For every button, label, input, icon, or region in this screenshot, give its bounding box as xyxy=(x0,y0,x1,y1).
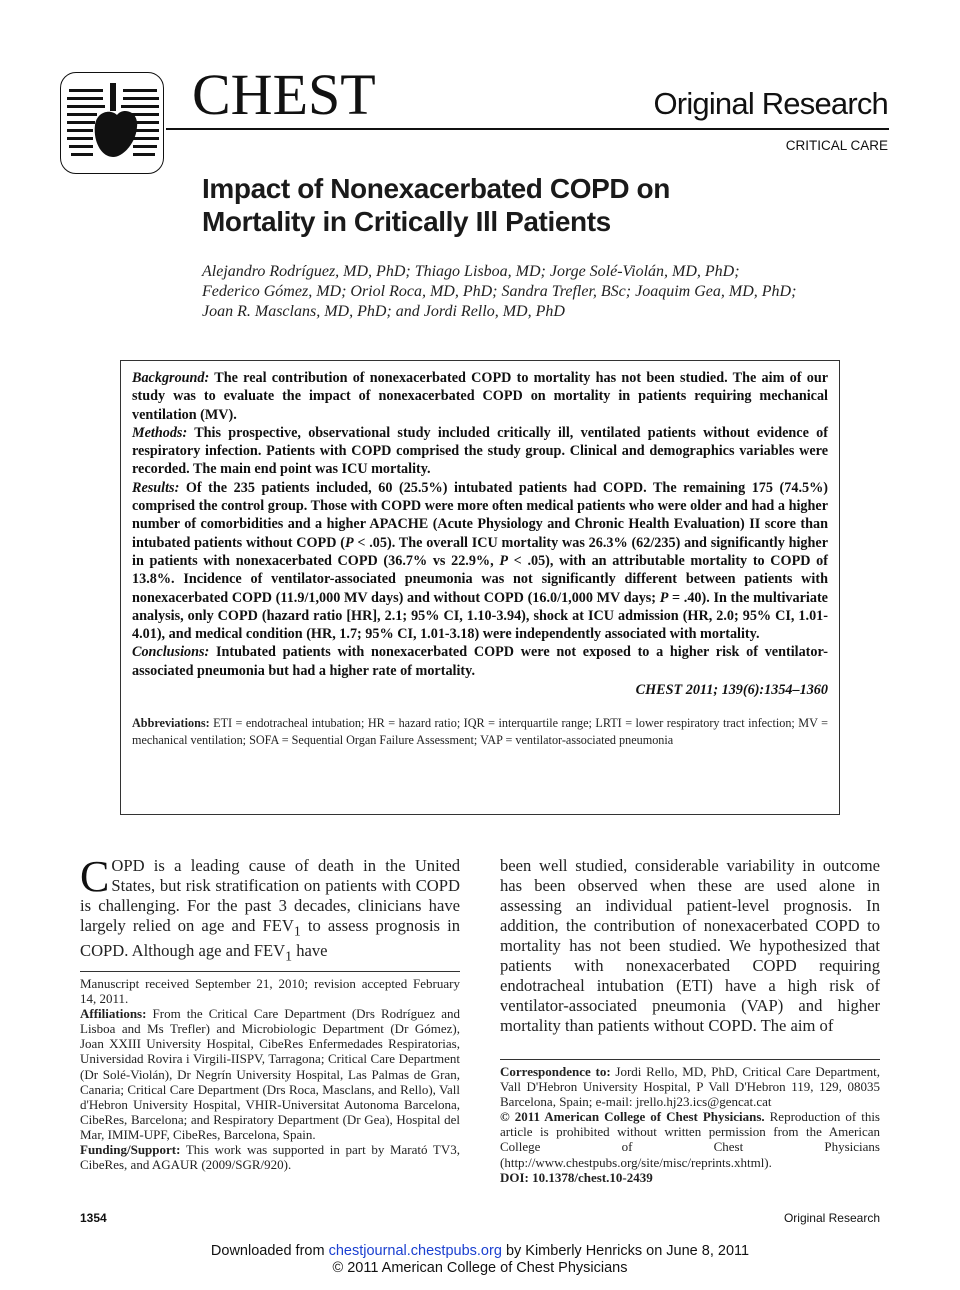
footnote-rule xyxy=(500,1059,880,1060)
download-link[interactable]: chestjournal.chestpubs.org xyxy=(328,1243,502,1259)
section-label: Background: xyxy=(132,370,210,386)
title-line: Mortality in Critically Ill Patients xyxy=(202,206,611,237)
abstract-text: = .40). In the multivariate analysis, only COPD (hazard ratio [HR], 2.1; 95% CI, 1.10-3.94), shock at ICU admission (HR, 2.0; 95% CI, 1.01-4.01), and medical condition (HR, 1.7; 95% CI, 1.01-3.18) were independently associated with mortality. xyxy=(132,589,828,643)
section-label: Methods: xyxy=(132,424,188,441)
footnote-rule xyxy=(80,971,460,972)
section-label: Results: xyxy=(132,479,180,496)
drop-cap: C xyxy=(80,852,110,901)
body-text: to assess prognosis in COPD. Although age and FEV xyxy=(80,916,460,961)
abstract-background xyxy=(132,369,828,424)
section-type: Original Research xyxy=(653,86,888,121)
funding-label: Funding/Support: xyxy=(80,1142,181,1158)
footnotes-right xyxy=(500,1064,880,1185)
download-notice xyxy=(0,1243,960,1277)
p-symbol: P xyxy=(499,552,509,569)
affiliations-label: Affiliations: xyxy=(80,1006,147,1022)
subscript: 1 xyxy=(285,948,293,964)
author-line: Joan R. Masclans, MD, PhD; and Jordi Rello, MD, PhD xyxy=(202,303,565,320)
copyright-text: Reproduction of this article is prohibited without written permission from the American College of Chest Physicians (http://www.chestpubs.org/site/misc/reprints.xhtml). xyxy=(500,1109,880,1170)
abbreviations-text: ETI = endotracheal intubation; HR = hazard ratio; IQR = interquartile range; LRTI = lower respiratory tract infection; MV = mechanical ventilation; SOFA = Sequential Organ Failure Assessment; VAP = ventilator-associated pneumonia xyxy=(132,716,829,747)
correspondence-label: Correspondence to: xyxy=(500,1064,611,1079)
correspondence xyxy=(500,1064,880,1109)
footnotes-left xyxy=(80,976,460,1172)
author-line: Federico Gómez, MD; Oriol Roca, MD, PhD; Sandra Trefler, BSc; Joaquim Gea, MD, PhD; xyxy=(202,283,797,300)
funding xyxy=(80,1142,460,1172)
author-list xyxy=(202,262,902,322)
body-column-left xyxy=(80,852,460,967)
running-footer: Original Research xyxy=(783,1211,880,1225)
download-line xyxy=(0,1243,960,1260)
subscript: 1 xyxy=(293,923,301,939)
abbreviations xyxy=(132,715,828,748)
p-symbol: P xyxy=(659,589,669,606)
footer-copyright: © 2011 American College of Chest Physicians xyxy=(332,1260,628,1276)
funding-text: This work was supported in part by Marató TV3, CibeRes, and AGAUR (2009/SGR/920). xyxy=(80,1142,460,1173)
p-symbol: P xyxy=(344,534,354,551)
title-line: Impact of Nonexacerbated COPD on xyxy=(202,173,670,204)
abstract-conclusions xyxy=(132,643,828,680)
correspondence-text: Jordi Rello, MD, PhD, Critical Care Department, Vall D'Hebron University Hospital, P Vall D'Hebron 119, 129, 08035 Barcelona, Spain; e-mail: jrello.hj23.ics@gencat.cat xyxy=(500,1064,880,1110)
affiliations xyxy=(80,1006,460,1142)
copyright-notice xyxy=(500,1109,880,1169)
manuscript-dates: Manuscript received September 21, 2010; revision accepted February 14, 2011. xyxy=(80,976,460,1007)
abstract-text: This prospective, observational study included critically ill, ventilated patients without evidence of respiratory infection. Patients with COPD comprised the study group. Clinical and demographics variables were recorded. The main end point was ICU mortality. xyxy=(132,424,828,478)
doi-label: DOI: xyxy=(500,1169,529,1185)
abstract-text: Intubated patients with nonexacerbated COPD were not exposed to a higher risk of ventilator-associated pneumonia but had a higher rate of mortality. xyxy=(132,644,828,679)
journal-citation: CHEST 2011; 139(6):1354–1360 xyxy=(635,682,828,699)
abstract-results xyxy=(132,479,828,644)
journal-name: CHEST xyxy=(192,62,376,127)
doi xyxy=(500,1170,880,1185)
abstract-box xyxy=(120,360,840,815)
header-rule xyxy=(166,128,889,130)
subsection-label: CRITICAL CARE xyxy=(785,138,888,153)
abstract-text: Of the 235 patients included, 60 (25.5%) intubated patients had COPD. The remaining 175 (74.5%) comprised the control group. Those with COPD were more often medical patients who were older and had a higher number of comorbidities and a higher APACHE (Acute Physiology and Chronic Health Evaluation) II score than intubated patients without COPD ( xyxy=(132,479,829,551)
affiliations-text: From the Critical Care Department (Drs Rodríguez and Lisboa and Ms Trefler) and Microbiologic Department (Dr Gómez), Joan XXIII University Hospital, CibeRes Enfermedades Respiratorias, Universidad Rovira i Virgili-IISPV, Tarragona; Critical Care Department (Dr Solé-Violán), Dr Negrín University Hospital, Las Palmas de Gran, Canaria; Critical Care Department (Drs Roca, Masclans, and Rello), Vall d'Hebron University Hospital, VHIR-Universitat Autonoma Barcelona, CibeRes, Barcelona; and Respiratory Department (Dr Gea), Hospital del Mar, IMIM-UPF, CibeRes, Barcelona, Spain. xyxy=(80,1006,460,1142)
body-column-right: been well studied, considerable variability in outcome has been observed when these are used alone in assessing an individual patient-level prognosis. In addition, the contribution of nonexacerbated COPD to mortality has not been studied. We hypothesized that patients with nonexacerbated COPD requiring endotracheal intubation (ETI) have a high risk of ventilator-associated pneumonia (VAP) and higher mortality than patients without COPD. The aim of xyxy=(500,856,880,1035)
article-title xyxy=(202,172,842,238)
abstract-text: < .05), with an attributable mortality to COPD of 13.8%. Incidence of ventilator-associated pneumonia was not significantly different between patients with nonexacerbated COPD (11.9/1,000 MV days) and without COPD (16.0/1,000 MV days; xyxy=(132,552,828,606)
body-text: have xyxy=(292,941,328,961)
author-line: Alejandro Rodríguez, MD, PhD; Thiago Lisboa, MD; Jorge Solé-Violán, MD, PhD; xyxy=(202,263,740,280)
page-number: 1354 xyxy=(80,1211,107,1225)
doi-value: 10.1378/chest.10-2439 xyxy=(532,1169,653,1185)
chest-logo xyxy=(60,72,164,174)
copyright-label: © 2011 American College of Chest Physicians. xyxy=(500,1109,765,1125)
body-text: OPD is a leading cause of death in the United States, but risk stratification on patients with COPD is challenging. For the past 3 decades, clinicians have largely relied on age and FEV xyxy=(80,856,460,935)
download-prefix: Downloaded from xyxy=(210,1243,325,1259)
section-label: Conclusions: xyxy=(132,644,210,661)
download-suffix: by Kimberly Henricks on June 8, 2011 xyxy=(505,1243,750,1259)
abstract-methods xyxy=(132,424,828,479)
abstract-text: The real contribution of nonexacerbated COPD to mortality has not been studied. The aim of our study was to evaluate the impact of nonexacerbated COPD on mortality in patients requiring mechanical ventilation (MV). xyxy=(132,370,829,423)
abstract-text: < .05). The overall ICU mortality was 26.3% (62/235) and significantly higher in patients with nonexacerbated COPD (36.7% vs 22.9%, xyxy=(132,534,828,569)
abbreviations-label: Abbreviations: xyxy=(132,716,210,731)
